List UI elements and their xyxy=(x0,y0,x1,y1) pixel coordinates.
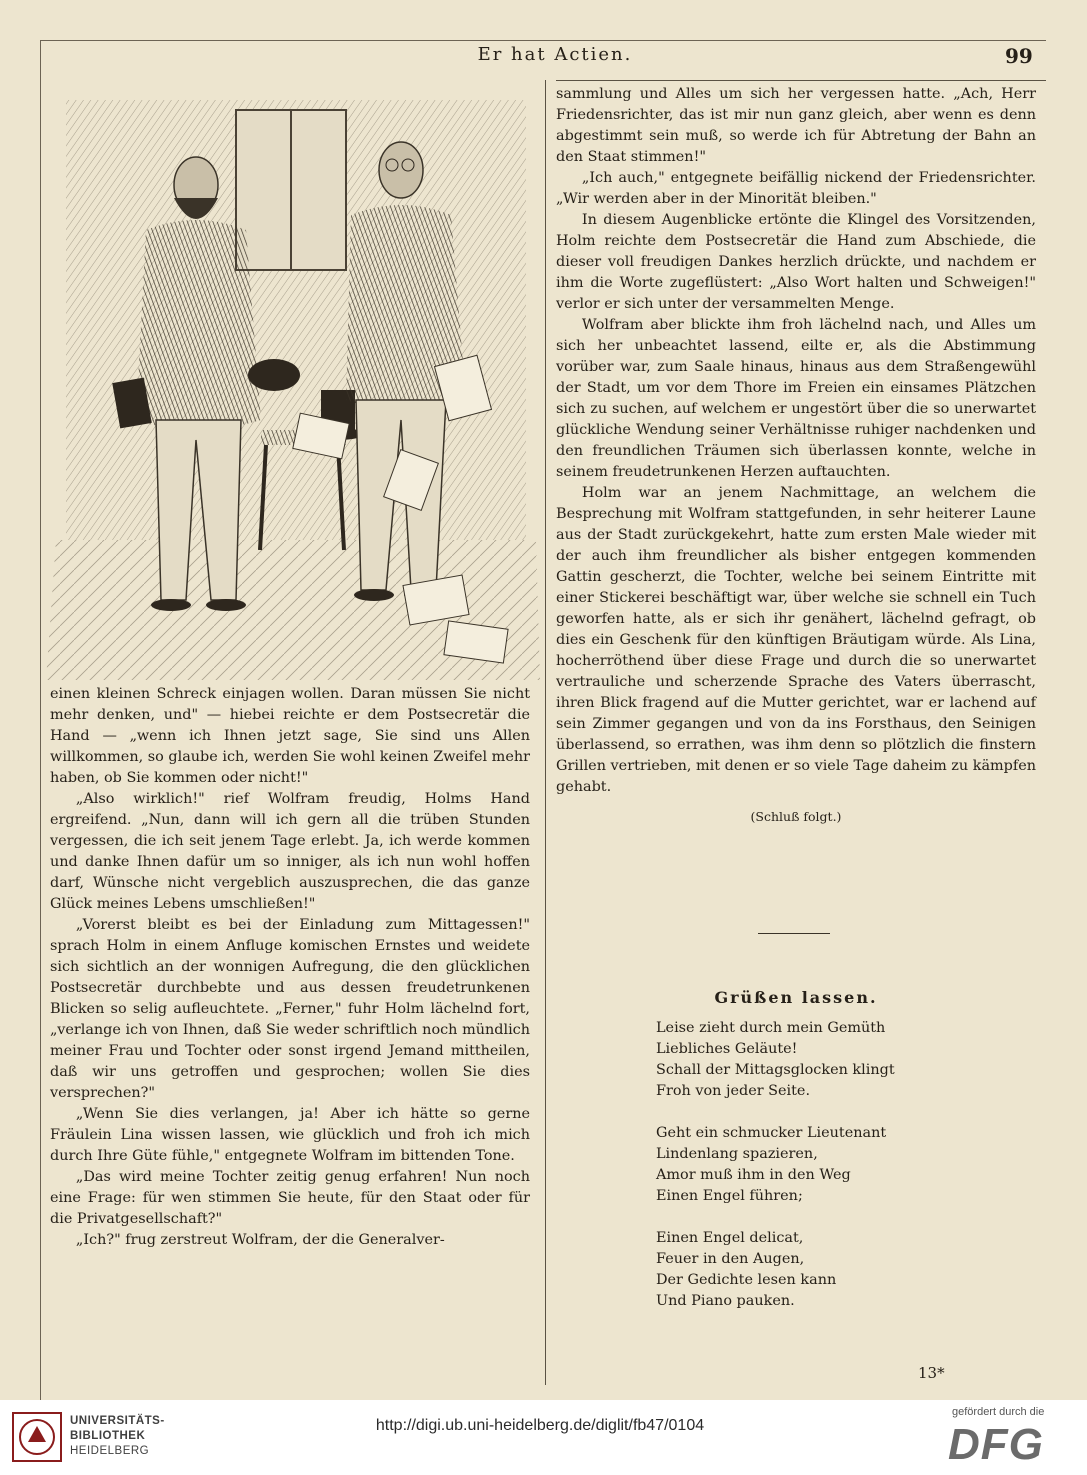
institution-name xyxy=(70,1414,165,1459)
header-rule xyxy=(556,80,1046,81)
university-seal-icon xyxy=(12,1412,62,1462)
poem-line: Amor muß ihm in den Weg xyxy=(656,1167,851,1183)
paragraph: „Vorerst bleibt es bei der Einladung zum Mittagessen!" sprach Holm in einem Anfluge komischen Ernstes und weidete sich sichtlich an der wonnigen Aufregung, die den glücklichen Postsecretär durchbebte und aus dessen freudetrunkenen Blicken so selig aufleuchtete. „Ferner," fuhr Holm lächelnd fort, „verlange ich von Ihnen, daß Sie weder schriftlich noch mündlich meiner Frau und Tochter oder sonst irgend Jemand mittheilen, daß wir uns getroffen und gesprochen; wollen Sie dies versprechen?" xyxy=(50,917,530,1101)
continuation-note: (Schluß folgt.) xyxy=(750,809,842,824)
poem-line: Einen Engel delicat, xyxy=(656,1230,804,1246)
poem-title: Grüßen lassen. xyxy=(714,988,878,1007)
institution-line: UNIVERSITÄTS- xyxy=(70,1415,165,1427)
poem-line: Liebliches Geläute! xyxy=(656,1041,798,1057)
signature-mark: 13* xyxy=(918,1364,945,1382)
poem-line: Froh von jeder Seite. xyxy=(656,1083,811,1099)
poem-line: Geht ein schmucker Lieutenant xyxy=(656,1125,887,1141)
poem xyxy=(656,1018,1016,1333)
poem-stanza xyxy=(656,1123,1016,1207)
institution-line: HEIDELBERG xyxy=(70,1445,150,1457)
poem-line: Der Gedichte lesen kann xyxy=(656,1272,837,1288)
paragraph: „Also wirklich!" rief Wolfram freudig, Holms Hand ergreifend. „Nun, dann will ich gern all die trüben Stunden vergessen, die ich seit jenem Tage erlebt. Ja, ich werde kommen und danke Ihnen dafür um so inniger, als ich nun wohl hoffen darf, Wünsche nicht vergeblich auszusprechen, die das ganze Glück meines Lebens umschließen!" xyxy=(50,791,530,912)
paragraph: „Wenn Sie dies verlangen, ja! Aber ich hätte so gerne Fräulein Lina wissen lassen, wie glücklich und froh ich mich durch Ihre Güte fühle," entgegnete Wolfram im bittenden Tone. xyxy=(50,1106,530,1164)
page-number: 99 xyxy=(1005,44,1033,68)
engraving-two-men-icon xyxy=(46,80,540,680)
paragraph: Wolfram aber blickte ihm froh lächelnd nach, und Alles um sich her unbeachtet lassend, eilte er, als die Abstimmung vorüber war, zum Saale hinaus, hinaus aus dem Straßengewühl der Stadt, um vor dem Thore im Freien ein einsames Plätzchen sich zu suchen, auf welchem er ungestört über die so unerwartet glückliche Wendung seiner Verhältnisse ruhiger nachdenken und den freundlichen Träumen sich überlassen konnte, welche in seinem freudetrunkenen Herzen auftauchten. xyxy=(556,317,1036,480)
paragraph: Holm war an jenem Nachmittage, an welchem die Besprechung mit Wolfram stattgefunden, in sehr heiterer Laune aus der Stadt zurückgekehrt, hatte zum ersten Male wieder mit der auch ihm freundlicher als bisher entgegen kommenden Gattin gescherzt, die Tochter, welche bei seinem Eintritte mit einer Stickerei beschäftigt war, über welche sie schnell ein Tuch geworfen hatte, als er sich ihr genähert, lächelnd gefragt, ob dies ein Geschenk für den künftigen Bräutigam würde. Als Lina, hocherröthend über diese Frage und durch die so unerwartet vertrauliche und scherzende Sprache des Vaters überrascht, ihren Blick fragend auf die Mutter gerichtet, war er lachend auf sein Zimmer gegangen und von da ins Forsthaus, den Seinigen überlassend, so errathen, was ihm denn so plötzlich die finstern Grillen vertrieben, mit denen er so viele Tage daheim zu kämpfen gehabt. xyxy=(556,485,1036,795)
paragraph: sammlung und Alles um sich her vergessen hatte. „Ach, Herr Friedensrichter, das ist mir nun ganz gleich, aber wenn es denn abgestimmt sein muß, so werde ich für Abtretung der Bahn an den Staat stimmen!" xyxy=(556,86,1036,165)
funded-by-label: gefördert durch die xyxy=(952,1406,1045,1418)
paragraph: In diesem Augenblicke ertönte die Klingel des Vorsitzenden, Holm reichte dem Postsecretär die Hand zum Abschiede, die dieser voll freudigen Dankes herzlich drückte, und nachdem er ihm die Worte zugeflüstert: „Also Wort halten und Schweigen!" verlor er sich unter der versammelten Menge. xyxy=(556,212,1036,312)
paragraph: „Ich?" frug zerstreut Wolfram, der die Generalver- xyxy=(75,1232,445,1248)
poem-line: Und Piano pauken. xyxy=(656,1293,795,1309)
poem-line: Lindenlang spazieren, xyxy=(656,1146,818,1162)
column-divider xyxy=(545,80,546,1385)
poem-line: Feuer in den Augen, xyxy=(656,1251,805,1267)
source-url-link[interactable]: http://digi.ub.uni-heidelberg.de/diglit/fb47/0104 xyxy=(375,1417,705,1434)
paragraph: „Das wird meine Tochter zeitig genug erfahren! Nun noch eine Frage: für wen stimmen Sie heute, für den Staat oder für die Privatgesellschaft?" xyxy=(50,1169,530,1227)
left-column xyxy=(50,684,530,1251)
section-separator xyxy=(758,933,830,934)
paragraph: einen kleinen Schreck einjagen wollen. Daran müssen Sie nicht mehr denken, und" — hiebei reichte er dem Postsecretär die Hand — „wenn ich Ihnen jetzt sage, Sie sind uns Allen willkommen, so glaube ich, werden Sie wohl keinen Zweifel mehr haben, ob Sie kommen oder nicht!" xyxy=(50,686,530,786)
running-head: Er hat Actien. xyxy=(477,44,633,65)
right-column xyxy=(556,84,1036,827)
institution-line: BIBLIOTHEK xyxy=(70,1430,146,1442)
paragraph: „Ich auch," entgegnete beifällig nickend der Friedensrichter. „Wir werden aber in der Minorität bleiben." xyxy=(556,170,1036,207)
poem-stanza xyxy=(656,1018,1016,1102)
dfg-logo: DFG xyxy=(948,1420,1044,1469)
poem-line: Schall der Mittagsglocken klingt xyxy=(656,1062,895,1078)
poem-line: Einen Engel führen; xyxy=(656,1188,803,1204)
poem-stanza xyxy=(656,1228,1016,1312)
engraving-illustration xyxy=(46,80,540,680)
poem-line: Leise zieht durch mein Gemüth xyxy=(656,1020,886,1036)
